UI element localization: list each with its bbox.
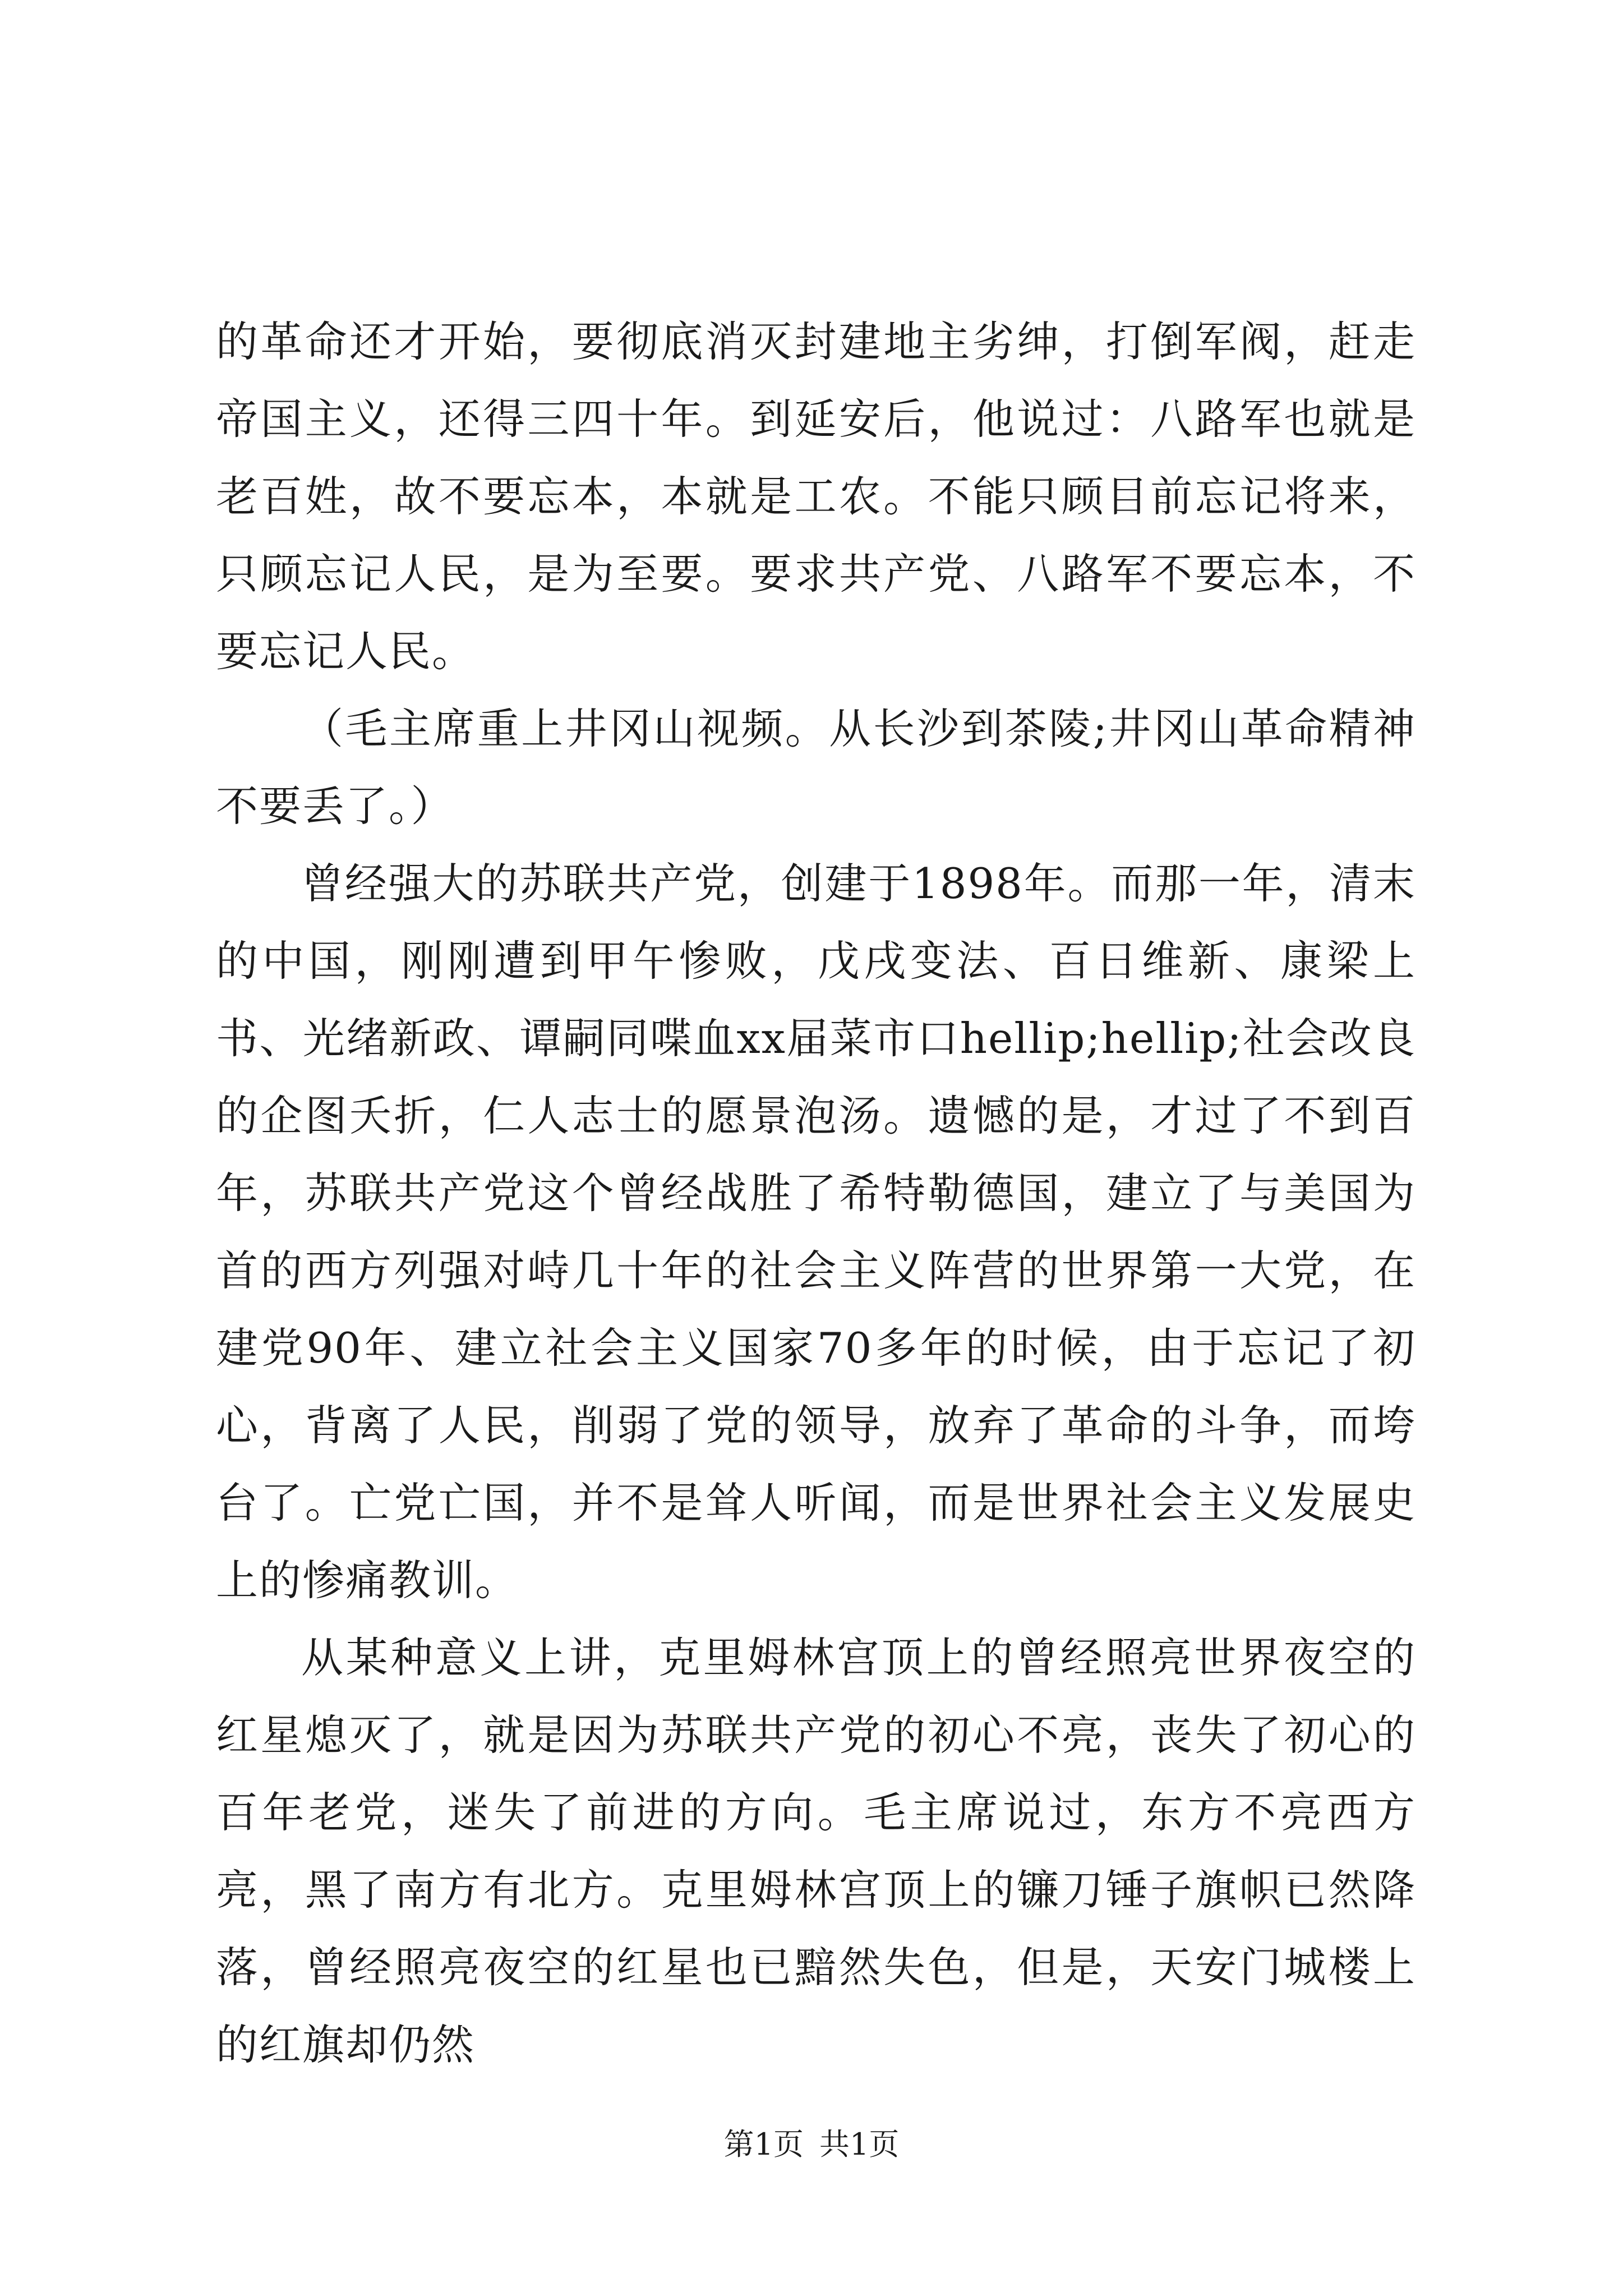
page-number: 第1页 bbox=[723, 2127, 804, 2162]
page-footer bbox=[0, 2120, 1623, 2164]
paragraph-1: 的革命还才开始，要彻底消灭封建地主劣绅，打倒军阀，赶走帝国主义，还得三四十年。到延安后，他说过：八路军也就是老百姓，故不要忘本，本就是工农。不能只顾目前忘记将来，只顾忘记人民，是为至要。要求共产党、八路军不要忘本，不要忘记人民。 bbox=[216, 317, 1416, 676]
document-body bbox=[216, 303, 1416, 2083]
paragraph-2: （毛主席重上井冈山视频。从长沙到茶陵;井冈山革命精神不要丢了。） bbox=[216, 704, 1416, 831]
paragraph-3: 曾经强大的苏联共产党，创建于1898年。而那一年，清末的中国，刚刚遭到甲午惨败，戊戌变法、百日维新、康梁上书、光绪新政、谭嗣同喋血xx届菜市口hellip;hellip;社会改良的企图夭折，仁人志士的愿景泡汤。遗憾的是，才过了不到百年，苏联共产党这个曾经战胜了希特勒德国，建立了与美国为首的西方列强对峙几十年的社会主义阵营的世界第一大党，在建党90年、建立社会主义国家70多年的时候，由于忘记了初心，背离了人民，削弱了党的领导，放弃了革命的斗争，而垮台了。亡党亡国，并不是耸人听闻，而是世界社会主义发展史上的惨痛教训。 bbox=[216, 859, 1416, 1605]
paragraph-4: 从某种意义上讲，克里姆林宫顶上的曾经照亮世界夜空的红星熄灭了，就是因为苏联共产党的初心不亮，丧失了初心的百年老党，迷失了前进的方向。毛主席说过，东方不亮西方亮，黑了南方有北方。克里姆林宫顶上的镰刀锤子旗帜已然降落，曾经照亮夜空的红星也已黯然失色，但是，天安门城楼上的红旗却仍然 bbox=[216, 1633, 1416, 2069]
page-total: 共1页 bbox=[819, 2127, 900, 2162]
